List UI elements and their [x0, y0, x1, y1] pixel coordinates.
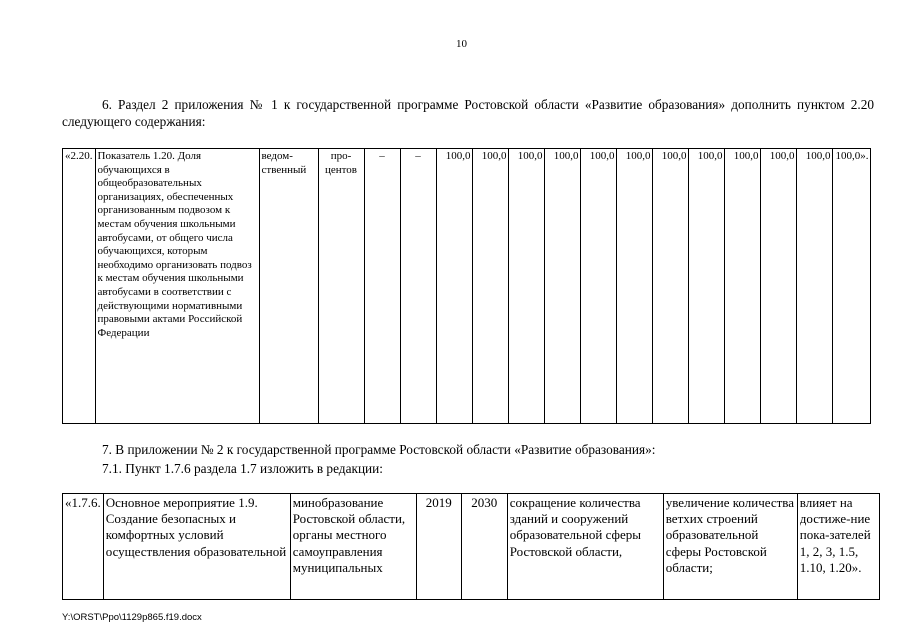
file-path-footer: Y:\ORST\Ppo\1129p865.f19.docx	[62, 612, 202, 623]
paragraph-6: 6. Раздел 2 приложения № 1 к государственной программе Ростовской области «Развитие образования» дополнить пунктом 2.20 следующего содержания:	[62, 97, 874, 129]
year-value: 100,0	[760, 149, 796, 424]
year-value: 100,0	[652, 149, 688, 424]
closing-quote: ».	[860, 150, 869, 162]
unit: про-центов	[318, 149, 364, 424]
paragraph-7: 7. В приложении № 2 к государственной программе Ростовской области «Развитие образования»:	[102, 442, 656, 457]
indicator-table	[62, 148, 871, 424]
year-value: 100,0	[508, 149, 544, 424]
year-value: 100,0	[796, 149, 832, 424]
year-value: 100,0	[688, 149, 724, 424]
indicator-name: Показатель 1.20. Доля обучающихся в общеобразовательных организациях, обеспеченных организованным подвозом к местам обучения школьными автобусами, от общего числа обучающихся, которым необходимо организовать подвоз к местам обучения школьными автобусами в соответствии с действующими нормативными правовыми актами Российской Федерации	[95, 149, 259, 424]
measure-table	[62, 493, 880, 600]
indicator-link: влияет на достиже-ние пока-зателей 1, 2, 3, 1.5, 1.10, 1.20».	[797, 494, 879, 600]
row-number: «2.20.	[63, 149, 96, 424]
paragraph-7-1: 7.1. Пункт 1.7.6 раздела 1.7 изложить в редакции:	[102, 461, 383, 476]
year-value: 100,0	[544, 149, 580, 424]
end-year: 2030	[461, 494, 507, 600]
page-number: 10	[456, 38, 467, 50]
expected-result: сокращение количества зданий и сооружений образовательной сферы Ростовской области,	[507, 494, 663, 600]
year-value-last	[832, 149, 870, 424]
year-value: 100,0	[472, 149, 508, 424]
base-value-2: –	[400, 149, 436, 424]
non-implementation-consequence: увеличение количества ветхих строений образовательной сферы Ростовской области;	[663, 494, 797, 600]
row-number: «1.7.6.	[63, 494, 104, 600]
year-value: 100,0	[436, 149, 472, 424]
measure-name: Основное мероприятие 1.9. Создание безопасных и комфортных условий осуществления образовательной	[103, 494, 290, 600]
year-value: 100,0	[616, 149, 652, 424]
year-value: 100,0	[580, 149, 616, 424]
year-value: 100,0	[724, 149, 760, 424]
year-value: 100,0	[835, 150, 861, 162]
start-year: 2019	[416, 494, 461, 600]
executor: минобразование Ростовской области, органы местного самоуправления муниципальных	[290, 494, 416, 600]
base-value-1: –	[364, 149, 400, 424]
indicator-type: ведом-ственный	[259, 149, 318, 424]
